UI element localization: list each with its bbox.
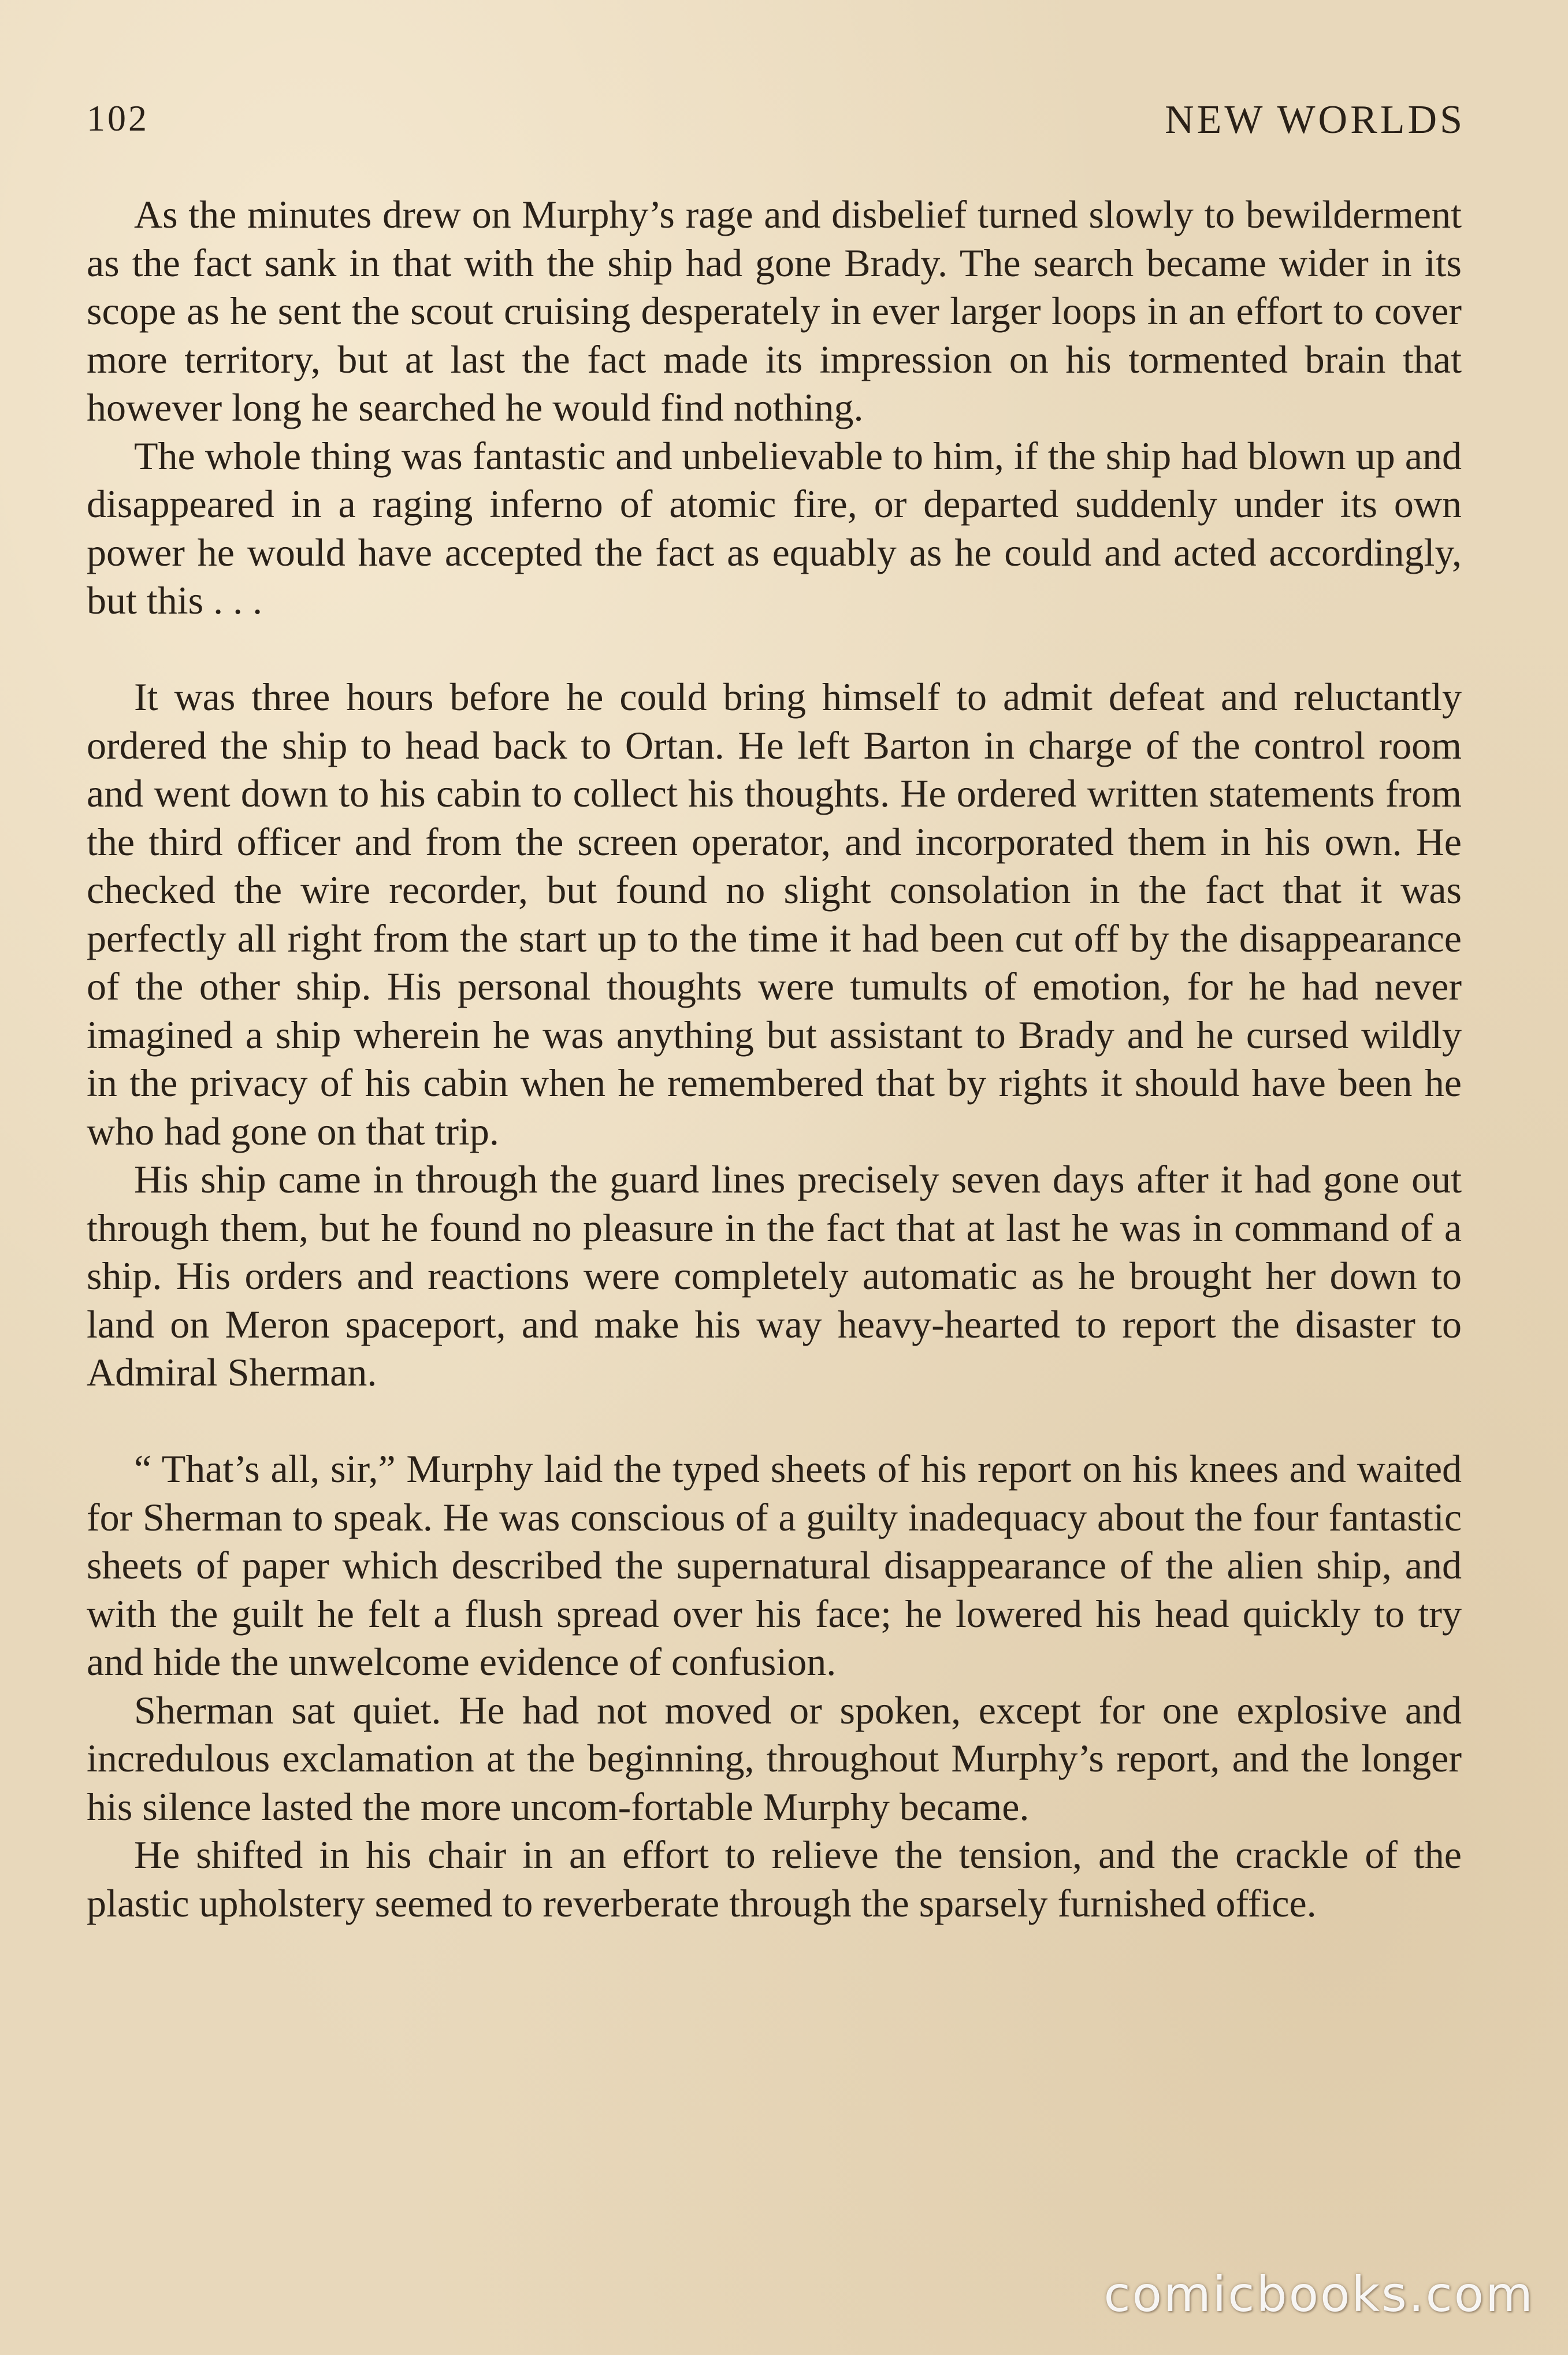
site-watermark: comicbooks.com [1103,2266,1534,2323]
story-text [87,191,1462,1927]
running-head: NEW WORLDS [1165,98,1465,142]
paragraph: His ship came in through the guard lines precisely seven days after it had gone out through them, but he found no pleasure in the fact that at last he was in command of a ship. His orders and reactions were completely automatic as he brought her down to land on Meron spaceport, and make his way heavy-hearted to report the disaster to Admiral Sherman. [87,1157,1462,1394]
page-number: 102 [87,98,149,139]
paragraph: Sherman sat quiet. He had not moved or spoken, except for one explosive and incredulous exclamation at the beginning, throughout Murphy’s report, and the longer his silence lasted the more uncom-fortable Murphy became. [87,1688,1462,1829]
section-break [87,625,1462,674]
paragraph: He shifted in his chair in an effort to relieve the tension, and the crackle of the plastic upholstery seemed to reverberate through the sparsely furnished office. [87,1833,1462,1925]
paragraph: It was three hours before he could bring himself to admit defeat and reluctantly ordered the ship to head back to Ortan. He left Barton in charge of the control room and went down to his cabin to collect his thoughts. He ordered written statements from the third officer and from the screen operator, and incorporated them in his own. He checked the wire recorder, but found no slight consolation in the fact that it was perfectly all right from the start up to the time it had been cut off by the disappearance of the other ship. His personal thoughts were tumults of emotion, for he had never imagined a ship wherein he was anything but assistant to Brady and he cursed wildly in the privacy of his cabin when he remembered that by rights it should have been he who had gone on that trip. [87,675,1462,1153]
page-header [87,97,1465,149]
section-break [87,1397,1462,1446]
paragraph: As the minutes drew on Murphy’s rage and disbelief turned slowly to bewilderment as the fact sank in that with the ship had gone Brady. The search became wider in its scope as he sent the scout cruising desperately in ever larger loops in an effort to cover more territory, but at last the fact made its impression on his tormented brain that however long he searched he would find nothing. [87,192,1462,429]
paragraph: “ That’s all, sir,” Murphy laid the typed sheets of his report on his knees and waited for Sherman to speak. He was conscious of a guilty inadequacy about the four fantastic sheets of paper which described the supernatural disappearance of the alien ship, and with the guilt he felt a flush spread over his face; he lowered his head quickly to try and hide the unwelcome evidence of confusion. [87,1447,1462,1684]
paragraph: The whole thing was fantastic and unbelievable to him, if the ship had blown up and disappeared in a raging inferno of atomic fire, or departed suddenly under its own power he would have accepted the fact as equably as he could and acted accordingly, but this . . . [87,433,1462,622]
